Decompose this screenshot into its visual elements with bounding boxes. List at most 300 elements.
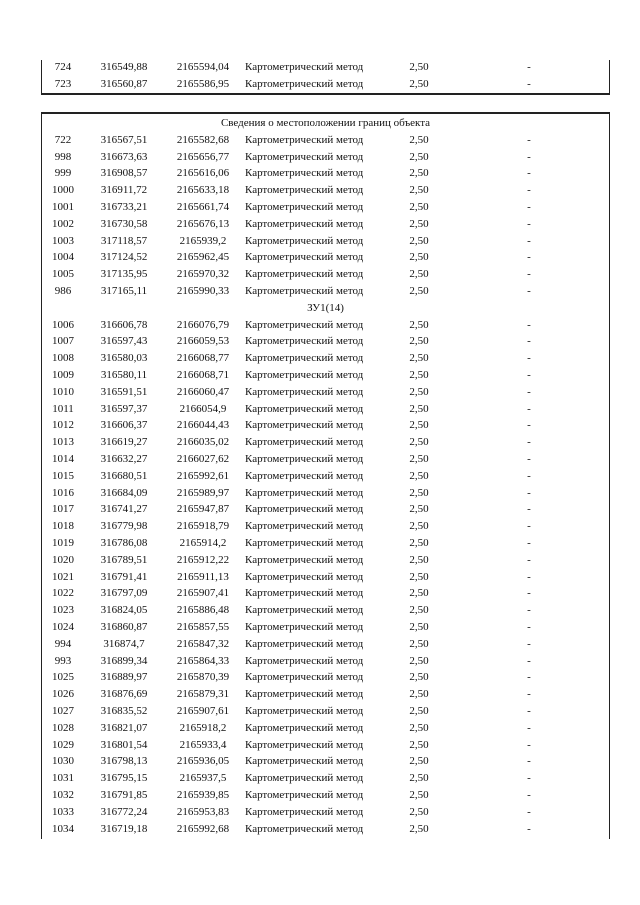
accuracy-cell: 2,50 [409,167,429,180]
point-number: 1014 [52,453,74,465]
coord-x: 316860,87 [100,621,148,633]
method-cell: Картометрический метод [245,637,364,650]
coord-y: 2166076,79 [176,318,230,331]
method-cell: Картометрический метод [245,201,364,213]
point-number: 1025 [52,671,74,684]
description-cell: - [527,721,531,734]
coord-x: 317165,11 [100,285,148,297]
method-cell: Картометрический метод [245,133,364,146]
method-cell: Картометрический метод [245,621,364,633]
table-row [42,468,609,485]
coord-y: 2165864,33 [176,654,230,667]
method-cell: Картометрический метод [245,285,364,297]
coord-x: 316680,51 [100,469,148,482]
accuracy-cell: 2,50 [409,486,429,499]
coord-x: 316591,51 [100,385,148,398]
description-cell: - [527,654,531,667]
section-title: Сведения о местоположении границ объекта [220,117,431,129]
point-number: 1000 [52,184,74,197]
point-number: 1013 [52,436,74,449]
coord-x: 316580,03 [100,352,148,365]
accuracy-cell: 2,50 [409,469,429,482]
method-cell: Картометрический метод [245,520,364,533]
method-cell: Картометрический метод [245,61,364,73]
coord-y: 2166027,62 [176,453,230,465]
description-cell: - [527,201,531,213]
table-row [42,821,609,838]
coord-y: 2165586,95 [176,77,230,90]
method-cell: Картометрический метод [245,805,364,818]
coord-x: 316791,41 [100,570,148,583]
point-number: 999 [54,167,72,180]
table-row [42,619,609,636]
description-cell: - [527,503,531,516]
coord-x: 316684,09 [100,486,148,499]
boundary-table [41,112,610,839]
accuracy-cell: 2,50 [409,537,429,549]
table-row [42,669,609,686]
method-cell: Картометрический метод [245,385,364,398]
method-cell: Картометрический метод [245,654,364,667]
method-cell: Картометрический метод [245,453,364,465]
table-row [42,770,609,787]
point-number: 1015 [52,469,74,482]
coord-y: 2165886,48 [176,604,230,617]
accuracy-cell: 2,50 [409,335,429,348]
point-number: 998 [54,150,72,163]
coord-y: 2165656,77 [176,150,230,163]
accuracy-cell: 2,50 [409,654,429,667]
table-row [42,501,609,518]
table-row [42,182,609,199]
point-number: 1020 [52,553,74,566]
point-number: 1033 [52,805,74,818]
coord-x: 316824,05 [100,604,148,617]
table-row [42,552,609,569]
description-cell: - [527,671,531,684]
coord-x: 316606,37 [100,419,148,432]
description-cell: - [527,369,531,381]
description-cell: - [527,335,531,348]
accuracy-cell: 2,50 [409,621,429,633]
method-cell: Картометрический метод [245,570,364,583]
accuracy-cell: 2,50 [409,385,429,398]
accuracy-cell: 2,50 [409,822,429,835]
table-row [42,753,609,770]
coord-y: 2165939,2 [179,234,227,247]
description-cell: - [527,167,531,180]
point-number: 1029 [52,738,74,751]
method-cell: Картометрический метод [245,705,364,717]
accuracy-cell: 2,50 [409,352,429,365]
coord-y: 2166035,02 [176,436,230,449]
table-row [42,266,609,283]
point-number: 1032 [52,789,74,801]
table-row [42,350,609,367]
description-cell: - [527,789,531,801]
description-cell: - [527,587,531,600]
table-row [42,132,609,149]
description-cell: - [527,285,531,297]
coord-y: 2166054,9 [179,402,227,415]
table-row [42,165,609,182]
description-cell: - [527,755,531,768]
accuracy-cell: 2,50 [409,738,429,751]
method-cell: Картометрический метод [245,150,364,163]
description-cell: - [527,772,531,785]
table-row [42,653,609,670]
coord-x: 316797,09 [100,587,148,600]
table-row [42,367,609,384]
coord-y: 2165914,2 [179,537,227,549]
coord-y: 2165939,85 [176,789,230,801]
table-row [42,737,609,754]
coord-x: 316789,51 [100,553,148,566]
coord-y: 2165912,22 [176,553,230,566]
coord-x: 316567,51 [100,133,148,146]
description-cell: - [527,318,531,331]
table-row [42,585,609,602]
coord-x: 316899,34 [100,654,148,667]
table-row [42,333,609,350]
method-cell: Картометрический метод [245,789,364,801]
coord-x: 316835,52 [100,705,148,717]
coord-y: 2165582,68 [176,133,230,146]
coord-x: 316673,63 [100,150,148,163]
method-cell: Картометрический метод [245,738,364,751]
coord-x: 316597,43 [100,335,148,348]
point-number: 1004 [52,251,74,264]
coord-y: 2165633,18 [176,184,230,197]
coord-x: 316786,08 [100,537,148,549]
description-cell: - [527,402,531,415]
accuracy-cell: 2,50 [409,61,429,73]
coord-x: 316741,27 [100,503,148,516]
coord-y: 2165661,74 [176,201,230,213]
table-row [42,401,609,418]
description-cell: - [527,385,531,398]
table-row [42,199,609,216]
description-cell: - [527,570,531,583]
accuracy-cell: 2,50 [409,419,429,432]
coord-y: 2166068,77 [176,352,230,365]
method-cell: Картометрический метод [245,369,364,381]
coord-y: 2165907,41 [176,587,230,600]
description-cell: - [527,251,531,264]
point-number: 1034 [52,822,74,835]
point-number: 1003 [52,234,74,247]
coord-x: 316779,98 [100,520,148,533]
method-cell: Картометрический метод [245,77,364,90]
coord-y: 2166068,71 [176,369,230,381]
table-row [42,804,609,821]
description-cell: - [527,436,531,449]
point-number: 1024 [52,621,74,633]
point-number: 1012 [52,419,74,432]
accuracy-cell: 2,50 [409,184,429,197]
table-row [42,569,609,586]
point-number: 1019 [52,537,74,549]
coord-y: 2165962,45 [176,251,230,264]
table-row [42,216,609,233]
coord-y: 2165911,13 [177,570,229,583]
description-cell: - [527,234,531,247]
coord-x: 316619,27 [100,436,148,449]
point-number: 1021 [52,570,74,583]
description-cell: - [527,621,531,633]
coord-x: 316560,87 [100,77,148,90]
coord-y: 2165676,13 [176,217,230,230]
coord-y: 2165879,31 [176,688,230,701]
accuracy-cell: 2,50 [409,503,429,516]
coord-y: 2165992,61 [176,469,230,482]
accuracy-cell: 2,50 [409,234,429,247]
coord-y: 2165918,2 [179,721,227,734]
accuracy-cell: 2,50 [409,77,429,90]
coord-y: 2165870,39 [176,671,230,684]
description-cell: - [527,268,531,281]
table-row [42,703,609,720]
table-row [42,417,609,434]
method-cell: Картометрический метод [245,184,364,197]
coord-x: 316798,13 [100,755,148,768]
subsection-title: ЗУ1(14) [307,301,344,314]
coord-x: 316801,54 [100,738,148,751]
accuracy-cell: 2,50 [409,251,429,264]
coord-y: 2165937,5 [179,772,227,785]
point-number: 1017 [52,503,74,516]
point-number: 1023 [52,604,74,617]
accuracy-cell: 2,50 [409,150,429,163]
coord-x: 316606,78 [100,318,148,331]
method-cell: Картометрический метод [245,469,364,482]
point-number: 1031 [52,772,74,785]
table-row [42,149,609,166]
accuracy-cell: 2,50 [409,553,429,566]
table-row [42,233,609,250]
method-cell: Картометрический метод [245,772,364,785]
accuracy-cell: 2,50 [409,570,429,583]
description-cell: - [527,688,531,701]
table-continuation [41,60,610,95]
method-cell: Картометрический метод [245,251,364,264]
coord-y: 2165989,97 [176,486,230,499]
accuracy-cell: 2,50 [409,453,429,465]
point-number: 1008 [52,352,74,365]
coord-x: 316795,15 [100,772,148,785]
method-cell: Картометрический метод [245,352,364,365]
table-row [42,636,609,653]
coord-y: 2165918,79 [176,520,230,533]
coord-x: 316549,88 [100,61,148,73]
accuracy-cell: 2,50 [409,772,429,785]
method-cell: Картометрический метод [245,553,364,566]
description-cell: - [527,705,531,717]
point-number: 1027 [52,705,74,717]
accuracy-cell: 2,50 [409,688,429,701]
description-cell: - [527,738,531,751]
table-row [42,485,609,502]
point-number: 1018 [52,520,74,533]
method-cell: Картометрический метод [245,604,364,617]
point-number: 1007 [52,335,74,348]
method-cell: Картометрический метод [245,318,364,331]
accuracy-cell: 2,50 [409,721,429,734]
coord-y: 2165992,68 [176,822,230,835]
coord-x: 316911,72 [100,184,148,197]
method-cell: Картометрический метод [245,688,364,701]
accuracy-cell: 2,50 [409,402,429,415]
table-row [42,518,609,535]
description-cell: - [527,61,531,73]
coord-x: 317118,57 [100,234,148,247]
description-cell: - [527,77,531,90]
accuracy-cell: 2,50 [409,217,429,230]
method-cell: Картометрический метод [245,436,364,449]
description-cell: - [527,537,531,549]
point-number: 1010 [52,385,74,398]
coord-y: 2166060,47 [176,385,230,398]
accuracy-cell: 2,50 [409,133,429,146]
coord-x: 316889,97 [100,671,148,684]
coord-x: 316874,7 [103,637,145,650]
method-cell: Картометрический метод [245,419,364,432]
coord-x: 316791,85 [100,789,148,801]
accuracy-cell: 2,50 [409,268,429,281]
description-cell: - [527,469,531,482]
description-cell: - [527,150,531,163]
accuracy-cell: 2,50 [409,587,429,600]
coord-x: 316719,18 [100,822,148,835]
method-cell: Картометрический метод [245,234,364,247]
method-cell: Картометрический метод [245,268,364,281]
point-number: 1001 [52,201,74,213]
point-number: 1016 [52,486,74,499]
description-cell: - [527,352,531,365]
accuracy-cell: 2,50 [409,285,429,297]
coord-x: 317135,95 [100,268,148,281]
description-cell: - [527,453,531,465]
table-row [42,787,609,804]
method-cell: Картометрический метод [245,755,364,768]
coord-x: 316730,58 [100,217,148,230]
coord-x: 316876,69 [100,688,148,701]
point-number: 1011 [52,402,74,415]
coord-x: 316580,11 [100,369,148,381]
table-row [42,59,609,76]
table-row [42,317,609,334]
point-number: 1002 [52,217,74,230]
point-number: 1009 [52,369,74,381]
description-cell: - [527,217,531,230]
accuracy-cell: 2,50 [409,369,429,381]
coord-y: 2165953,83 [176,805,230,818]
point-number: 986 [54,285,72,297]
coord-y: 2165907,61 [176,705,230,717]
point-number: 1006 [52,318,74,331]
accuracy-cell: 2,50 [409,805,429,818]
point-number: 994 [54,637,72,650]
table-row [42,434,609,451]
description-cell: - [527,184,531,197]
method-cell: Картометрический метод [245,335,364,348]
coord-y: 2166059,53 [176,335,230,348]
accuracy-cell: 2,50 [409,755,429,768]
method-cell: Картометрический метод [245,486,364,499]
table-row [42,535,609,552]
table-row [42,686,609,703]
description-cell: - [527,520,531,533]
point-number: 722 [54,133,72,146]
coord-x: 316908,57 [100,167,148,180]
accuracy-cell: 2,50 [409,604,429,617]
table-row [42,451,609,468]
coord-y: 2165616,06 [176,167,230,180]
method-cell: Картометрический метод [245,217,364,230]
description-cell: - [527,419,531,432]
coord-y: 2165936,05 [176,755,230,768]
method-cell: Картометрический метод [245,721,364,734]
method-cell: Картометрический метод [245,503,364,516]
coord-y: 2165947,87 [176,503,230,516]
method-cell: Картометрический метод [245,671,364,684]
point-number: 1005 [52,268,74,281]
accuracy-cell: 2,50 [409,318,429,331]
method-cell: Картометрический метод [245,822,364,835]
point-number: 1026 [52,688,74,701]
coord-y: 2165847,32 [176,637,230,650]
point-number: 1030 [52,755,74,768]
accuracy-cell: 2,50 [409,637,429,650]
accuracy-cell: 2,50 [409,789,429,801]
description-cell: - [527,133,531,146]
coord-x: 316733,21 [100,201,148,213]
table-row [42,249,609,266]
coord-x: 316772,24 [100,805,148,818]
description-cell: - [527,486,531,499]
coord-x: 316821,07 [100,721,148,734]
accuracy-cell: 2,50 [409,671,429,684]
coord-y: 2165594,04 [176,61,230,73]
method-cell: Картометрический метод [245,537,364,549]
coord-y: 2165970,32 [176,268,230,281]
description-cell: - [527,604,531,617]
description-cell: - [527,822,531,835]
description-cell: - [527,637,531,650]
coord-x: 317124,52 [100,251,148,264]
coord-y: 2165990,33 [176,285,230,297]
accuracy-cell: 2,50 [409,201,429,213]
coord-x: 316632,27 [100,453,148,465]
description-cell: - [527,805,531,818]
table-row [42,283,609,300]
table-row [42,720,609,737]
method-cell: Картометрический метод [245,587,364,600]
point-number: 724 [54,61,72,73]
table-row [42,76,609,93]
point-number: 1022 [52,587,74,600]
table-row [42,602,609,619]
description-cell: - [527,553,531,566]
point-number: 993 [54,654,72,667]
accuracy-cell: 2,50 [409,705,429,717]
accuracy-cell: 2,50 [409,436,429,449]
coord-y: 2165857,55 [176,621,230,633]
point-number: 723 [54,77,72,90]
point-number: 1028 [52,721,74,734]
method-cell: Картометрический метод [245,402,364,415]
table-row [42,384,609,401]
